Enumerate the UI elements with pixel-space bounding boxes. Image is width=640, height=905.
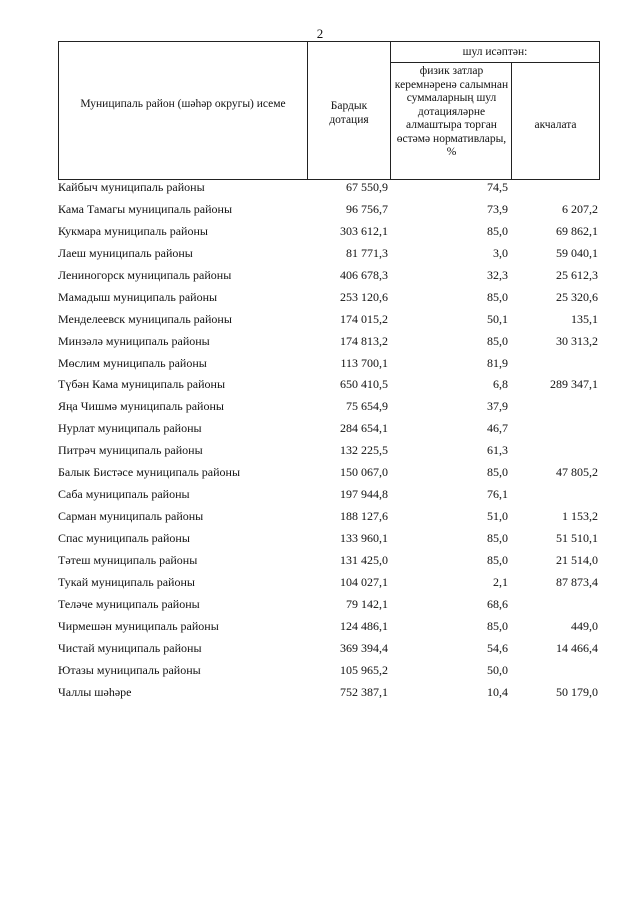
additional-norm: 68,6 (487, 596, 508, 611)
additional-norm: 85,0 (487, 333, 508, 348)
table-row (58, 443, 598, 465)
table-row (58, 553, 598, 575)
cash-amount: 289 347,1 (550, 377, 598, 392)
table-row (58, 334, 598, 356)
table-row (58, 531, 598, 553)
additional-norm: 6,8 (493, 377, 508, 392)
total-subsidy: 105 965,2 (340, 662, 388, 677)
header-municipality: Муниципаль район (шәһәр округы) исеме (80, 98, 286, 110)
header-additional-norm: физик затлар керемнәренә салымнан суммаларның шул дотацияләрне алмаштыра торган өстәмә нормативлары, % (394, 65, 509, 158)
cash-amount: 47 805,2 (556, 465, 598, 480)
municipality-name: Кайбыч муниципаль районы (58, 180, 205, 194)
total-subsidy: 650 410,5 (340, 377, 388, 392)
table-row (58, 399, 598, 421)
header-including: шул исәптән: (462, 46, 528, 58)
additional-norm: 85,0 (487, 618, 508, 633)
total-subsidy: 150 067,0 (340, 465, 388, 480)
municipality-name: Түбән Кама муниципаль районы (58, 377, 226, 392)
cash-amount: 51 510,1 (556, 531, 598, 545)
municipality-name: Чистай муниципаль районы (58, 640, 202, 655)
cash-amount: 50 179,0 (556, 684, 598, 699)
total-subsidy: 197 944,8 (340, 487, 388, 502)
cash-amount: 69 862,1 (556, 223, 598, 238)
total-subsidy: 79 142,1 (346, 596, 388, 611)
table-row (58, 312, 598, 334)
table-row (58, 268, 598, 290)
total-subsidy: 113 700,1 (340, 355, 388, 370)
header-divider (390, 62, 600, 63)
table-row (58, 224, 598, 246)
additional-norm: 85,0 (487, 465, 508, 480)
cash-amount: 30 313,2 (556, 333, 598, 348)
additional-norm: 76,1 (487, 487, 508, 502)
additional-norm: 85,0 (487, 552, 508, 567)
table-row (58, 465, 598, 487)
municipality-name: Сарман муниципаль районы (58, 509, 204, 524)
table-row (58, 509, 598, 531)
municipality-name: Теләче муниципаль районы (58, 596, 200, 611)
municipality-name: Яңа Чишмә муниципаль районы (58, 399, 224, 414)
total-subsidy: 752 387,1 (340, 684, 388, 699)
table-row (58, 377, 598, 399)
municipality-name: Кама Тамагы муниципаль районы (58, 201, 233, 216)
cash-amount: 449,0 (571, 618, 598, 633)
table-row (58, 487, 598, 509)
cash-amount: 21 514,0 (556, 552, 598, 567)
additional-norm: 85,0 (487, 531, 508, 545)
additional-norm: 85,0 (487, 223, 508, 238)
table-row (58, 575, 598, 597)
additional-norm: 85,0 (487, 289, 508, 304)
cash-amount: 1 153,2 (562, 509, 598, 524)
municipality-name: Балык Бистәсе муниципаль районы (58, 465, 241, 480)
additional-norm: 73,9 (487, 201, 508, 216)
total-subsidy: 75 654,9 (346, 399, 388, 414)
total-subsidy: 284 654,1 (340, 421, 388, 436)
municipality-name: Лениногорск муниципаль районы (58, 267, 232, 282)
table-row (58, 641, 598, 663)
additional-norm: 74,5 (487, 180, 508, 194)
total-subsidy: 67 550,9 (346, 180, 388, 194)
municipality-name: Нурлат муниципаль районы (58, 421, 202, 436)
page-number: 2 (316, 26, 324, 41)
cash-amount: 6 207,2 (562, 201, 598, 216)
municipality-name: Кукмара муниципаль районы (58, 223, 208, 238)
additional-norm: 61,3 (487, 443, 508, 458)
municipality-name: Лаеш муниципаль районы (58, 245, 193, 260)
total-subsidy: 253 120,6 (340, 289, 388, 304)
municipality-name: Тукай муниципаль районы (58, 574, 195, 589)
cash-amount: 87 873,4 (556, 574, 598, 589)
cash-amount: 25 612,3 (556, 267, 598, 282)
municipality-name: Спас муниципаль районы (58, 531, 190, 545)
additional-norm: 32,3 (487, 267, 508, 282)
cash-amount: 14 466,4 (556, 640, 598, 655)
cash-amount: 59 040,1 (556, 245, 598, 260)
total-subsidy: 303 612,1 (340, 223, 388, 238)
header-cash: акчалата (534, 119, 577, 131)
additional-norm: 2,1 (493, 574, 508, 589)
table-row (58, 246, 598, 268)
table-row (58, 663, 598, 685)
additional-norm: 3,0 (493, 245, 508, 260)
total-subsidy: 104 027,1 (340, 574, 388, 589)
total-subsidy: 133 960,1 (340, 531, 388, 545)
table-row (58, 685, 598, 707)
additional-norm: 50,0 (487, 662, 508, 677)
table-body (58, 180, 598, 707)
additional-norm: 51,0 (487, 509, 508, 524)
cash-amount: 135,1 (571, 311, 598, 326)
total-subsidy: 174 015,2 (340, 311, 388, 326)
municipality-name: Питрәч муниципаль районы (58, 443, 203, 458)
total-subsidy: 96 756,7 (346, 201, 388, 216)
total-subsidy: 188 127,6 (340, 509, 388, 524)
table-row (58, 421, 598, 443)
additional-norm: 54,6 (487, 640, 508, 655)
table-row (58, 290, 598, 312)
additional-norm: 10,4 (487, 684, 508, 699)
municipality-name: Чаллы шәһәре (58, 684, 132, 699)
additional-norm: 37,9 (487, 399, 508, 414)
cash-amount: 25 320,6 (556, 289, 598, 304)
additional-norm: 50,1 (487, 311, 508, 326)
municipality-name: Тәтеш муниципаль районы (58, 552, 198, 567)
additional-norm: 46,7 (487, 421, 508, 436)
table-row (58, 597, 598, 619)
table-row (58, 356, 598, 378)
municipality-name: Ютазы муниципаль районы (58, 662, 201, 677)
table-row (58, 202, 598, 224)
total-subsidy: 369 394,4 (340, 640, 388, 655)
header-divider (307, 41, 308, 180)
municipality-name: Менделеевск муниципаль районы (58, 311, 232, 326)
total-subsidy: 406 678,3 (340, 267, 388, 282)
total-subsidy: 124 486,1 (340, 618, 388, 633)
municipality-name: Мөслим муниципаль районы (58, 355, 207, 370)
municipality-name: Саба муниципаль районы (58, 487, 190, 502)
header-total-subsidy: Бардык дотация (329, 100, 369, 126)
municipality-name: Минзәлә муниципаль районы (58, 333, 210, 348)
total-subsidy: 131 425,0 (340, 552, 388, 567)
municipality-name: Чирмешән муниципаль районы (58, 618, 219, 633)
table-row (58, 619, 598, 641)
total-subsidy: 174 813,2 (340, 333, 388, 348)
municipality-name: Мамадыш муниципаль районы (58, 289, 218, 304)
additional-norm: 81,9 (487, 355, 508, 370)
total-subsidy: 81 771,3 (346, 245, 388, 260)
table-row (58, 180, 598, 202)
total-subsidy: 132 225,5 (340, 443, 388, 458)
